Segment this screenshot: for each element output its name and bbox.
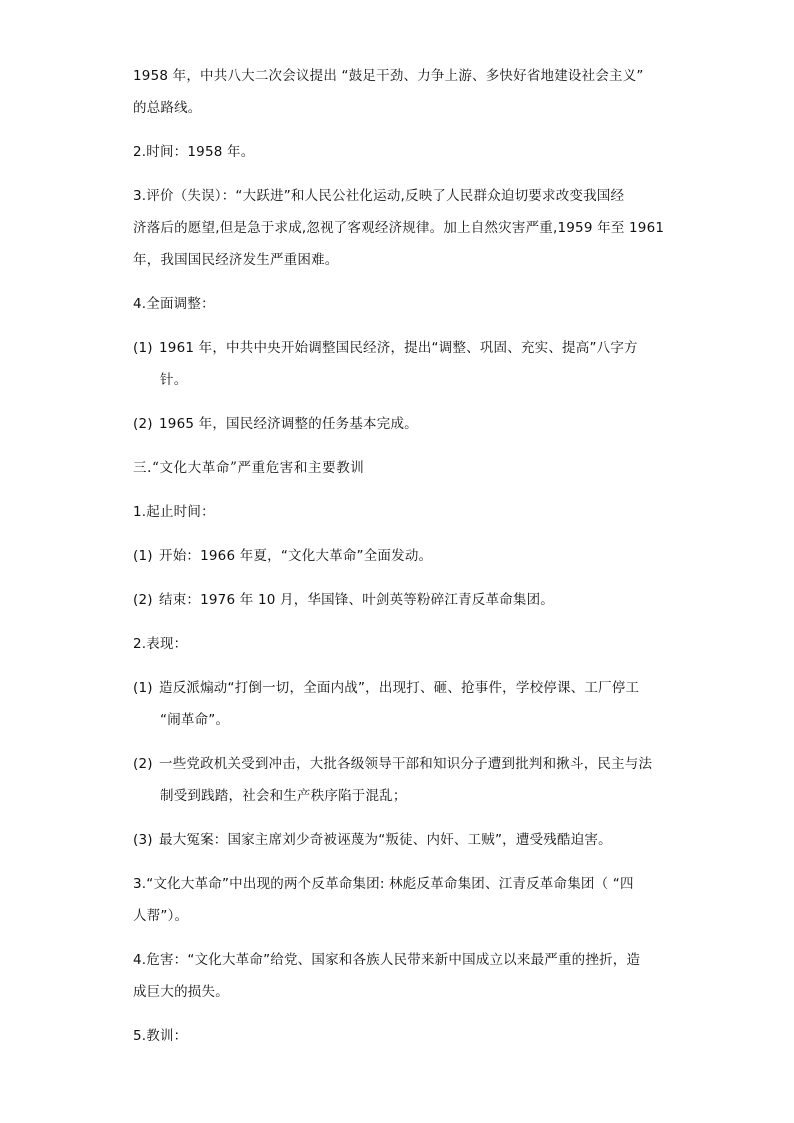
list-item <box>133 584 673 616</box>
text-line: 1.起止时间： <box>133 504 215 520</box>
text-line: 针。 <box>160 372 188 388</box>
text-line: 3.评价（失误）：“大跃进”和人民公社化运动,反映了人民群众迫切要求改变我国经 <box>133 188 625 204</box>
text-line: 3.“文化大革命”中出现的两个反革命集团: 林彪反革命集团、江青反革命集团（ “四 <box>133 876 634 892</box>
text-line: 年，我国国民经济发生严重困难。 <box>133 252 339 268</box>
text-line: 造反派煽动“打倒一切，全面内战”，出现打、砸、抢事件，学校停课、工厂停工 <box>159 680 640 696</box>
list-item <box>133 540 673 572</box>
text-line: 4.全面调整： <box>133 296 215 312</box>
list-marker: (1) <box>133 548 153 564</box>
text-line: 4.危害：“文化大革命”给党、国家和各族人民带来新中国成立以来最严重的挫折，造 <box>133 952 641 968</box>
section-heading: 三.“文化大革命”严重危害和主要教训 <box>133 460 365 476</box>
list-marker: (1) <box>133 680 153 696</box>
list-marker: (3) <box>133 832 153 848</box>
text-line: 1961 年，中共中央开始调整国民经济，提出“调整、巩固、充实、提高”八字方 <box>159 340 638 356</box>
text-line: 人帮”）。 <box>133 908 189 924</box>
text-line: 济落后的愿望,但是急于求成,忽视了客观经济规律。加上自然灾害严重,1959 年至 1961 <box>133 220 665 236</box>
text-line: 一些党政机关受到冲击，大批各级领导干部和知识分子遭到批判和揪斗，民主与法 <box>159 756 653 772</box>
text-line: 制受到践踏，社会和生产秩序陷于混乱； <box>160 788 407 804</box>
text-line: “闹革命”。 <box>160 712 230 728</box>
text-line: 结束：1976 年 10 月，华国锋、叶剑英等粉碎江青反革命集团。 <box>159 592 555 608</box>
list-marker: (2) <box>133 416 153 432</box>
list-item <box>133 332 673 364</box>
text-line: 开始：1966 年夏，“文化大革命”全面发动。 <box>159 548 433 564</box>
list-marker: (1) <box>133 340 153 356</box>
list-marker: (2) <box>133 592 153 608</box>
text-line: 5.教训： <box>133 1028 188 1044</box>
text-line: 的总路线。 <box>133 100 202 116</box>
list-item <box>133 408 673 440</box>
list-item <box>133 748 673 780</box>
text-line: 2.表现： <box>133 636 188 652</box>
text-line: 最大冤案：国家主席刘少奇被诬蔑为“叛徒、内奸、工贼”，遭受残酷迫害。 <box>159 832 612 848</box>
list-marker: (2) <box>133 756 153 772</box>
text-line: 2.时间：1958 年。 <box>133 144 255 160</box>
text-line: 1958 年，中共八大二次会议提出 “鼓足干劲、力争上游、多快好省地建设社会主义” <box>133 68 644 84</box>
text-line: 1965 年，国民经济调整的任务基本完成。 <box>159 416 418 432</box>
list-item <box>133 672 673 704</box>
list-item <box>133 824 673 856</box>
text-line: 成巨大的损失。 <box>133 984 229 1000</box>
